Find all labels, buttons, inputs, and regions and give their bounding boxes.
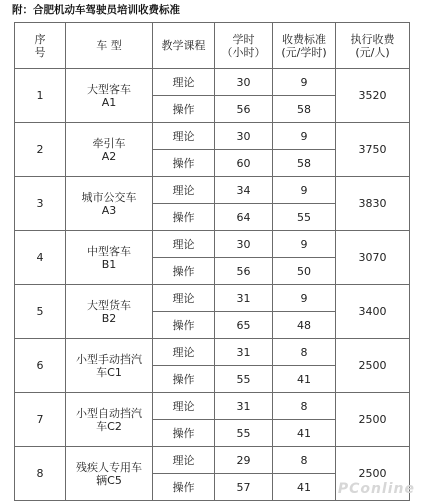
hours-cell: 65 <box>215 312 273 339</box>
hours-cell: 30 <box>215 123 273 150</box>
hours-cell: 56 <box>215 96 273 123</box>
page-title: 附：合肥机动车驾驶员培训收费标准 <box>12 4 180 16</box>
course-cell: 理论 <box>153 447 215 474</box>
fee-cell: 2500 <box>336 447 410 501</box>
table-row <box>15 123 410 150</box>
course-cell: 操作 <box>153 150 215 177</box>
vehicle-type-cell <box>66 177 153 231</box>
rate-cell: 55 <box>273 204 336 231</box>
table-row <box>15 231 410 258</box>
header-seq-line-2: 号 <box>34 45 46 59</box>
table-row <box>15 339 410 366</box>
course-cell: 操作 <box>153 474 215 501</box>
rate-cell: 8 <box>273 339 336 366</box>
header-seq <box>15 23 66 69</box>
hours-cell: 31 <box>215 393 273 420</box>
table-row <box>15 285 410 312</box>
course-cell: 理论 <box>153 231 215 258</box>
header-hours <box>215 23 273 69</box>
header-fee-line-1: 执行收费 <box>350 32 395 46</box>
hours-cell: 57 <box>215 474 273 501</box>
vehicle-type-line: 残疾人专用车 <box>76 460 142 474</box>
rate-cell: 41 <box>273 420 336 447</box>
seq-cell: 7 <box>15 393 66 447</box>
course-cell: 理论 <box>153 339 215 366</box>
rate-cell: 9 <box>273 123 336 150</box>
header-vehicle: 车 型 <box>66 23 153 69</box>
rate-cell: 9 <box>273 285 336 312</box>
watermark-logo: PConline <box>337 481 415 497</box>
vehicle-type-line: B1 <box>101 257 117 271</box>
vehicle-type-line: 车C1 <box>96 365 122 379</box>
hours-cell: 60 <box>215 150 273 177</box>
rate-cell: 9 <box>273 69 336 96</box>
rate-cell: 58 <box>273 96 336 123</box>
hours-cell: 29 <box>215 447 273 474</box>
course-cell: 理论 <box>153 393 215 420</box>
hours-cell: 31 <box>215 339 273 366</box>
vehicle-type-line: 中型客车 <box>87 244 131 258</box>
fee-cell: 3070 <box>336 231 410 285</box>
vehicle-type-line: 大型客车 <box>87 82 131 96</box>
table-row <box>15 447 410 474</box>
vehicle-type-cell <box>66 285 153 339</box>
vehicle-type-line: 城市公交车 <box>81 190 137 204</box>
fee-cell: 3750 <box>336 123 410 177</box>
course-cell: 操作 <box>153 420 215 447</box>
table-header-row <box>15 23 410 69</box>
header-hours-line-2: （小时） <box>221 45 266 59</box>
seq-cell: 3 <box>15 177 66 231</box>
fee-cell: 3830 <box>336 177 410 231</box>
hours-cell: 55 <box>215 366 273 393</box>
header-rate-line-2: (元/学时) <box>281 45 327 59</box>
header-hours-line-1: 学时 <box>232 32 255 46</box>
vehicle-type-line: A2 <box>101 149 117 163</box>
fee-cell: 2500 <box>336 393 410 447</box>
rate-cell: 48 <box>273 312 336 339</box>
rate-cell: 50 <box>273 258 336 285</box>
vehicle-type-line: 小型自动挡汽 <box>76 406 142 420</box>
vehicle-type-cell <box>66 393 153 447</box>
hours-cell: 55 <box>215 420 273 447</box>
hours-cell: 30 <box>215 231 273 258</box>
fee-cell: 3520 <box>336 69 410 123</box>
vehicle-type-line: 车C2 <box>96 419 122 433</box>
hours-cell: 64 <box>215 204 273 231</box>
course-cell: 理论 <box>153 123 215 150</box>
rate-cell: 9 <box>273 177 336 204</box>
vehicle-type-cell <box>66 447 153 501</box>
seq-cell: 4 <box>15 231 66 285</box>
rate-cell: 9 <box>273 231 336 258</box>
rate-cell: 8 <box>273 393 336 420</box>
header-rate-line-1: 收费标准 <box>282 32 326 46</box>
vehicle-type-cell <box>66 231 153 285</box>
rate-cell: 8 <box>273 447 336 474</box>
vehicle-type-cell <box>66 339 153 393</box>
seq-cell: 2 <box>15 123 66 177</box>
seq-cell: 6 <box>15 339 66 393</box>
hours-cell: 34 <box>215 177 273 204</box>
seq-cell: 1 <box>15 69 66 123</box>
header-course: 教学课程 <box>153 23 215 69</box>
course-cell: 理论 <box>153 285 215 312</box>
vehicle-type-line: 辆C5 <box>96 473 122 487</box>
seq-cell: 5 <box>15 285 66 339</box>
table-row <box>15 69 410 96</box>
hours-cell: 30 <box>215 69 273 96</box>
course-cell: 操作 <box>153 312 215 339</box>
course-cell: 理论 <box>153 177 215 204</box>
header-fee-line-2: (元/人) <box>355 45 390 59</box>
vehicle-type-line: A1 <box>101 95 117 109</box>
fee-cell: 2500 <box>336 339 410 393</box>
vehicle-type-cell <box>66 69 153 123</box>
vehicle-type-cell <box>66 123 153 177</box>
table-row <box>15 177 410 204</box>
hours-cell: 31 <box>215 285 273 312</box>
vehicle-type-line: A3 <box>101 203 117 217</box>
rate-cell: 58 <box>273 150 336 177</box>
header-fee <box>336 23 410 69</box>
vehicle-type-line: B2 <box>101 311 117 325</box>
header-rate <box>273 23 336 69</box>
vehicle-type-line: 小型手动挡汽 <box>76 352 142 366</box>
course-cell: 操作 <box>153 366 215 393</box>
header-seq-line-1: 序 <box>34 32 46 46</box>
rate-cell: 41 <box>273 366 336 393</box>
rate-cell: 41 <box>273 474 336 501</box>
course-cell: 操作 <box>153 204 215 231</box>
fee-cell: 3400 <box>336 285 410 339</box>
course-cell: 操作 <box>153 258 215 285</box>
hours-cell: 56 <box>215 258 273 285</box>
vehicle-type-line: 牵引车 <box>92 136 126 150</box>
vehicle-type-line: 大型货车 <box>87 298 131 312</box>
course-cell: 操作 <box>153 96 215 123</box>
table-row <box>15 393 410 420</box>
course-cell: 理论 <box>153 69 215 96</box>
seq-cell: 8 <box>15 447 66 501</box>
fee-table <box>14 22 410 501</box>
